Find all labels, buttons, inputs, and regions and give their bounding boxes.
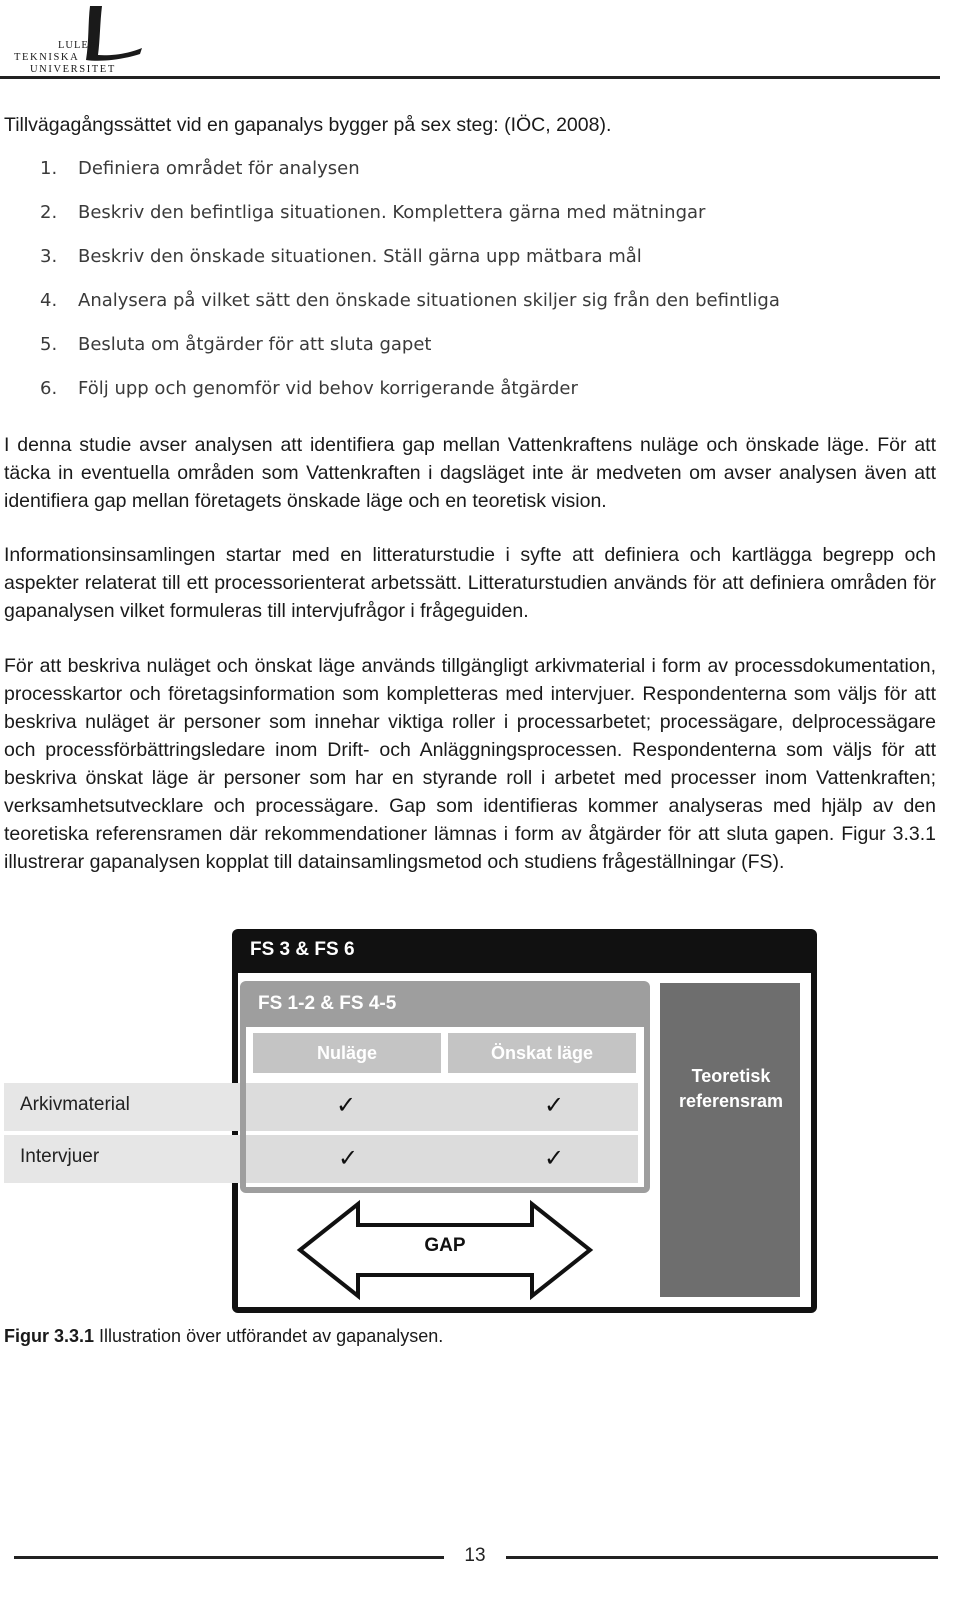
step-label: Beskriv den befintliga situationen. Komplettera gärna med mätningar [78, 202, 706, 223]
step-number: 1. [40, 158, 58, 179]
svg-text:LULEÅ: LULEÅ [58, 40, 98, 51]
svg-text:UNIVERSITET: UNIVERSITET [30, 64, 116, 74]
list-item [0, 375, 932, 419]
header-rule [0, 76, 940, 79]
step-number: 6. [40, 378, 58, 399]
university-logo-graphic [12, 2, 152, 74]
figure-graphic [0, 925, 960, 1320]
university-logo [12, 2, 152, 74]
gap-label: GAP [424, 1235, 466, 1256]
body-paragraph: I denna studie avser analysen att identifiera gap mellan Vattenkraftens nuläge och önskade läge. För att täcka in eventuella områden som Vattenkraften i dagsläget inte är medveten om avser analysen även att identifiera gap mellan företagets önskade läge och en teoretisk vision. [4, 434, 936, 512]
footer-rule-right [506, 1556, 938, 1559]
outer-frame-title: FS 3 & FS 6 [250, 939, 355, 960]
theory-box-line: Teoretisk [691, 1066, 771, 1086]
svg-text:TEKNISKA: TEKNISKA [14, 52, 80, 63]
check-icon: ✓ [337, 1145, 359, 1172]
step-number: 3. [40, 246, 58, 267]
intro-paragraph: Tillvägagångssättet vid en gapanalys bygger på sex steg: (IÖC, 2008). [4, 114, 612, 136]
theory-box-label [662, 1064, 800, 1114]
step-label: Beskriv den önskade situationen. Ställ gärna upp mätbara mål [78, 246, 642, 267]
list-item [0, 199, 932, 243]
steps-list [0, 155, 932, 419]
column-header-desired-state: Önskat läge [490, 1043, 594, 1063]
theory-box [660, 983, 800, 1297]
inner-frame-title: FS 1-2 & FS 4-5 [258, 993, 397, 1014]
gap-analysis-figure [0, 925, 960, 1320]
step-number: 5. [40, 334, 58, 355]
step-number: 2. [40, 202, 58, 223]
check-icon: ✓ [335, 1092, 357, 1119]
check-icon: ✓ [543, 1145, 565, 1172]
row-label-archive: Arkivmaterial [20, 1094, 130, 1115]
page-number: 13 [464, 1545, 486, 1566]
caption-prefix: Figur 3.3.1 [4, 1326, 95, 1346]
step-label: Följ upp och genomför vid behov korrigerande åtgärder [78, 378, 578, 399]
figure-caption [4, 1326, 443, 1347]
caption-text: Illustration över utförandet av gapanalysen. [94, 1326, 444, 1346]
step-number: 4. [40, 290, 58, 311]
list-item [0, 243, 932, 287]
list-item [0, 287, 932, 331]
footer-rule-left [14, 1556, 444, 1559]
step-label: Definiera området för analysen [78, 158, 360, 179]
data-row-archive [246, 1083, 638, 1131]
row-label-interviews: Intervjuer [20, 1146, 100, 1167]
data-row-interviews [246, 1135, 638, 1183]
body-paragraph: För att beskriva nuläget och önskat läge används tillgängligt arkivmaterial i form av processdokumentation, processkartor och företagsinformation som kompletteras med intervjuer. Respondenterna som väljs för att beskriva nuläget är personer som innehar viktiga roller i processarbetet; processägare, delprocessägare och processförbättringsledare inom Drift- och Anläggningsprocessen. Respondenterna som väljs för att beskriva önskat läge är personer som har en styrande roll i arbetet med processer inom Vattenkraften; verksamhetsutvecklare och processägare. Gap som identifieras kommer analyseras med hjälp av den teoretiska referensramen där rekommendationer lämnas i form av åtgärder för att sluta gapen. Figur 3.3.1 illustrerar gapanalysen kopplat till datainsamlingsmetod och studiens frågeställningar (FS). [4, 655, 936, 873]
theory-box-line: referensram [678, 1091, 784, 1111]
step-label: Analysera på vilket sätt den önskade situationen skiljer sig från den befintliga [78, 290, 780, 311]
step-label: Besluta om åtgärder för att sluta gapet [78, 334, 432, 355]
check-icon: ✓ [543, 1092, 565, 1119]
column-header-current-state: Nuläge [316, 1043, 377, 1063]
list-item [0, 155, 932, 199]
body-paragraph: Informationsinsamlingen startar med en litteraturstudie i syfte att definiera och kartlägga begrepp och aspekter relaterat till ett processorienterat arbetssätt. Litteraturstudien används för att definiera områden för gapanalysen vilket formuleras till intervjufrågor i frågeguiden. [4, 544, 936, 622]
list-item [0, 331, 932, 375]
